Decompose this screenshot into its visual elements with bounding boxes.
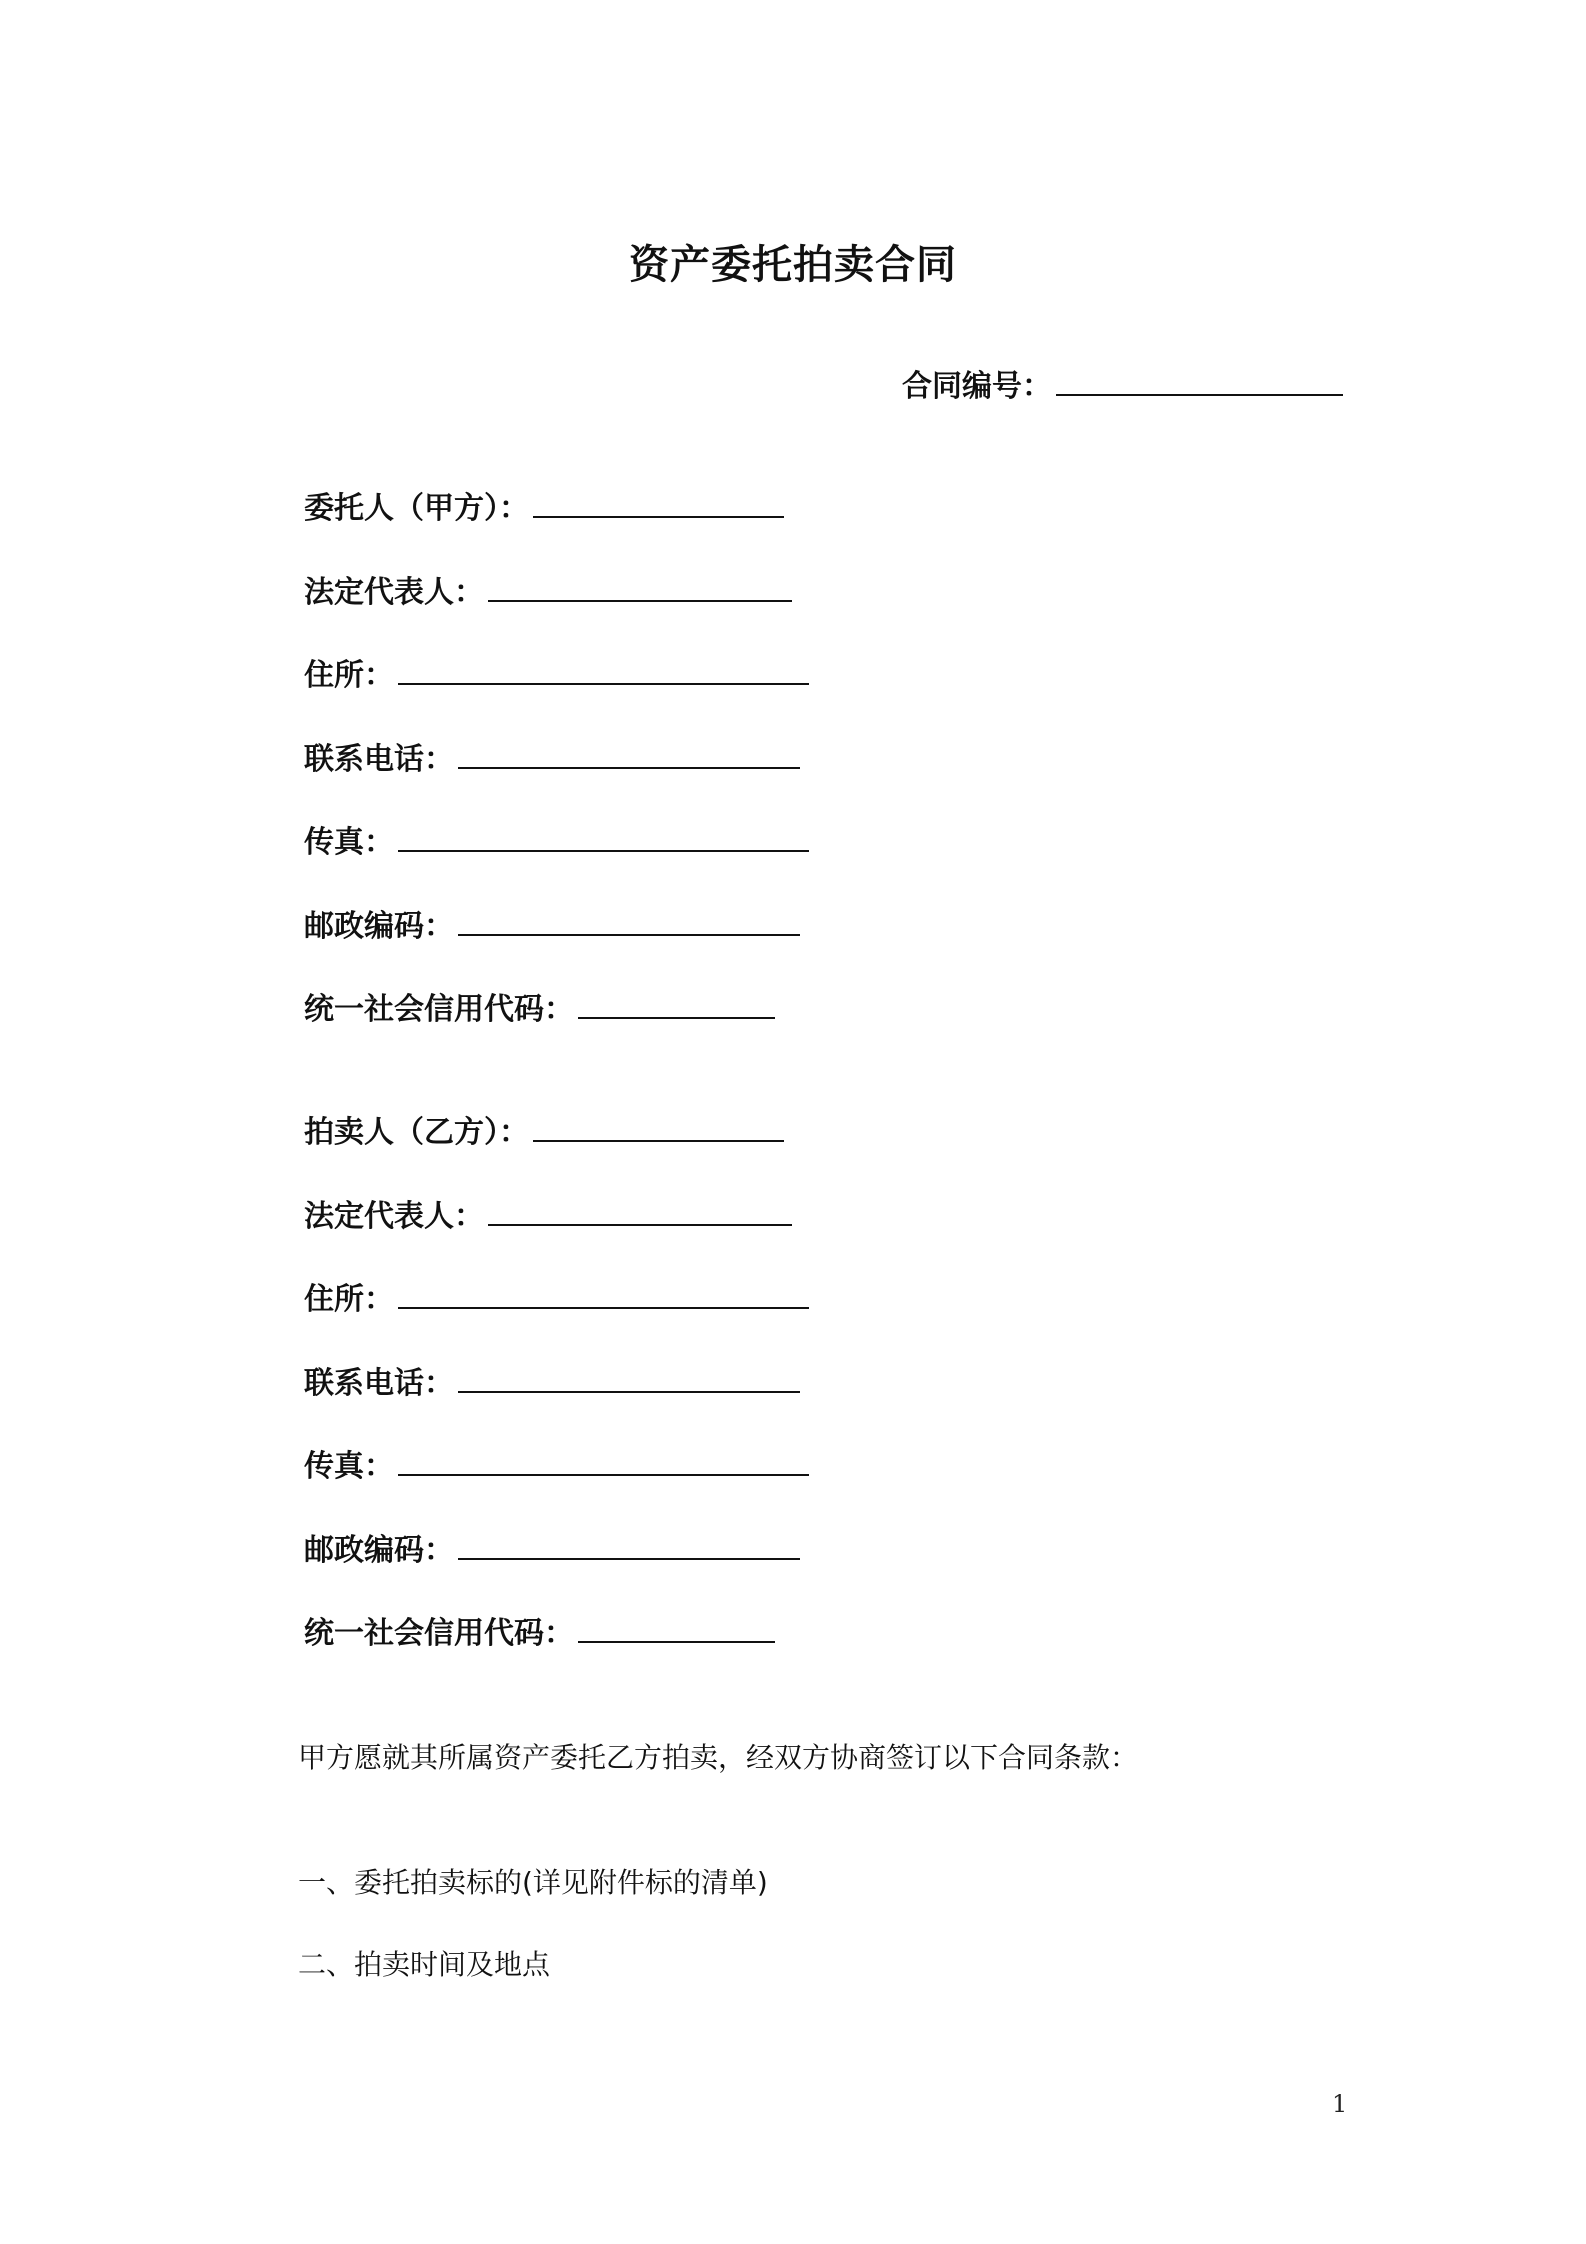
party-b-credit-code-blank[interactable] xyxy=(578,1611,775,1643)
party-a-address-row xyxy=(304,653,809,737)
party-a-address-label: 住所： xyxy=(304,658,394,693)
party-b-legal-rep-row xyxy=(304,1194,809,1278)
party-a-legal-rep-label: 法定代表人： xyxy=(304,574,484,610)
contract-number-blank[interactable] xyxy=(1056,364,1343,396)
party-b-postcode-blank[interactable] xyxy=(458,1528,800,1560)
party-a-postcode-row xyxy=(304,904,809,988)
party-b-phone-row xyxy=(304,1361,809,1445)
party-a-credit-code-row xyxy=(304,987,809,1071)
party-b-fax-blank[interactable] xyxy=(398,1444,809,1476)
intro-paragraph: 甲方愿就其所属资产委托乙方拍卖，经双方协商签订以下合同条款： xyxy=(298,1741,1139,1774)
party-b-legal-rep-blank[interactable] xyxy=(488,1194,792,1226)
party-b-fax-row xyxy=(304,1444,809,1528)
party-b-postcode-label: 邮政编码： xyxy=(304,1532,454,1568)
party-a-name-row xyxy=(304,486,809,570)
party-a-phone-blank[interactable] xyxy=(458,737,800,769)
party-b-credit-code-label: 统一社会信用代码： xyxy=(304,1616,574,1651)
section-2-heading: 二、拍卖时间及地点 xyxy=(298,1948,551,1981)
party-a-fax-row xyxy=(304,820,809,904)
party-a-info xyxy=(304,486,809,1071)
party-b-info xyxy=(304,1110,809,1695)
party-b-name-label: 拍卖人（乙方）： xyxy=(304,1115,529,1150)
document-title: 资产委托拍卖合同 xyxy=(629,242,957,288)
party-a-legal-rep-blank[interactable] xyxy=(488,570,792,602)
page-number: 1 xyxy=(1332,2090,1348,2118)
party-b-legal-rep-label: 法定代表人： xyxy=(304,1198,484,1234)
party-a-fax-label: 传真： xyxy=(304,825,394,860)
party-b-address-blank[interactable] xyxy=(398,1277,809,1309)
party-a-name-label: 委托人（甲方）： xyxy=(304,491,529,526)
party-a-postcode-blank[interactable] xyxy=(458,904,800,936)
party-b-fax-label: 传真： xyxy=(304,1449,394,1484)
party-a-legal-rep-row xyxy=(304,570,809,654)
party-b-address-row xyxy=(304,1277,809,1361)
party-b-name-row xyxy=(304,1110,809,1194)
party-b-name-blank[interactable] xyxy=(533,1110,784,1142)
section-1-heading: 一、委托拍卖标的(详见附件标的清单) xyxy=(298,1866,768,1899)
party-b-phone-label: 联系电话： xyxy=(304,1365,454,1401)
party-a-credit-code-blank[interactable] xyxy=(578,987,775,1019)
party-a-fax-blank[interactable] xyxy=(398,820,809,852)
party-a-phone-row xyxy=(304,737,809,821)
party-b-postcode-row xyxy=(304,1528,809,1612)
party-b-credit-code-row xyxy=(304,1611,809,1695)
party-a-address-blank[interactable] xyxy=(398,653,809,685)
party-a-credit-code-label: 统一社会信用代码： xyxy=(304,992,574,1027)
contract-number-field xyxy=(902,361,1343,405)
contract-number-label: 合同编号： xyxy=(902,369,1052,404)
party-a-name-blank[interactable] xyxy=(533,486,784,518)
party-b-phone-blank[interactable] xyxy=(458,1361,800,1393)
party-a-postcode-label: 邮政编码： xyxy=(304,908,454,944)
party-a-phone-label: 联系电话： xyxy=(304,741,454,777)
party-b-address-label: 住所： xyxy=(304,1282,394,1317)
